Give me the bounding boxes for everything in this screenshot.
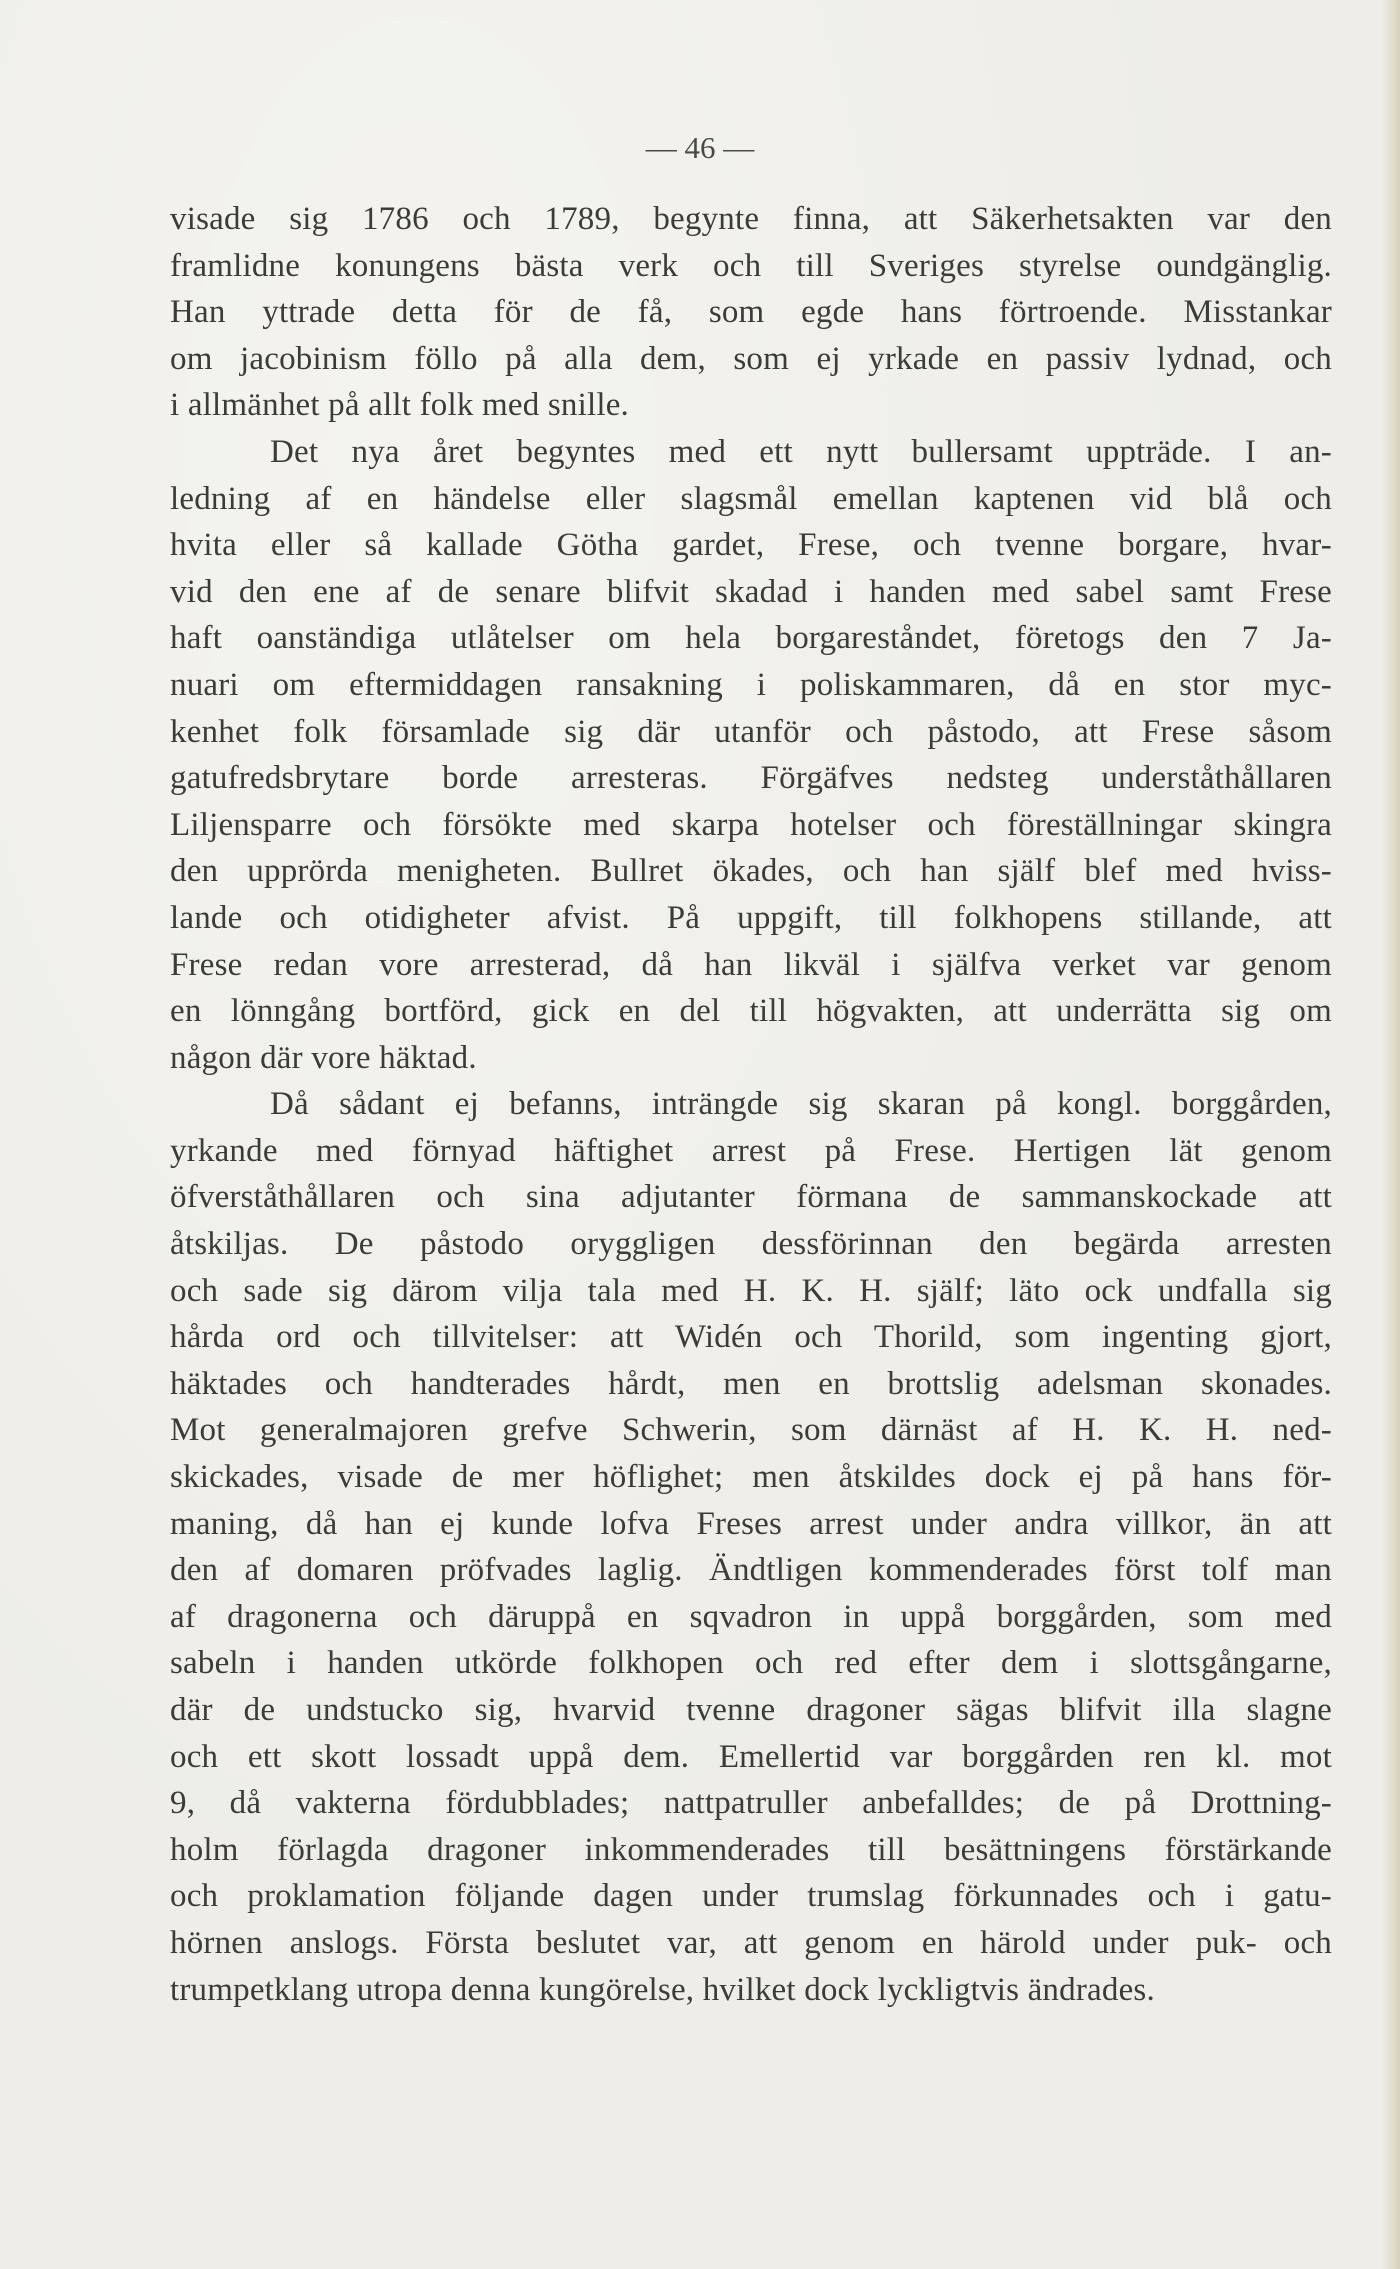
- text-line: af dragonerna och däruppå en sqvadron in uppå borggården, som med: [170, 1598, 1332, 1635]
- text-line: öfverståthållaren och sina adjutanter förmana de sammanskockade att: [170, 1179, 1332, 1216]
- text-line: sabeln i handen utkörde folkhopen och red efter dem i slottsgångarne,: [170, 1645, 1332, 1682]
- text-line: framlidne konungens bästa verk och till Sveriges styrelse oundgänglig.: [170, 247, 1332, 284]
- text-line: den upprörda menigheten. Bullret ökades, och han själf blef med hviss-: [170, 853, 1332, 890]
- text-line: gatufredsbrytare borde arresteras. Förgäfves nedsteg underståthållaren: [170, 760, 1332, 797]
- text-line: hvita eller så kallade Götha gardet, Frese, och tvenne borgare, hvar-: [170, 527, 1332, 564]
- text-line: holm förlagda dragoner inkommenderades till besättningens förstärkande: [170, 1831, 1332, 1868]
- text-line: den af domaren pröfvades laglig. Ändtligen kommenderades först tolf man: [170, 1552, 1332, 1589]
- text-line: maning, då han ej kunde lofva Freses arrest under andra villkor, än att: [170, 1505, 1332, 1542]
- text-line: Det nya året begyntes med ett nytt bullersamt uppträde. I an-: [270, 433, 1332, 470]
- text-line: Då sådant ej befanns, inträngde sig skaran på kongl. borggården,: [270, 1086, 1332, 1123]
- text-line: lande och otidigheter afvist. På uppgift, till folkhopens stillande, att: [170, 899, 1332, 936]
- page-number: — 46 —: [645, 130, 755, 165]
- text-line: trumpetklang utropa denna kungörelse, hvilket dock lyckligtvis ändrades.: [170, 1971, 1155, 2008]
- text-line: och sade sig därom vilja tala med H. K. H. själf; läto ock undfalla sig: [170, 1272, 1332, 1309]
- text-line: ledning af en händelse eller slagsmål emellan kaptenen vid blå och: [170, 480, 1332, 517]
- text-line: vid den ene af de senare blifvit skadad i handen med sabel samt Frese: [170, 573, 1332, 610]
- page-edge-shadow: [1382, 0, 1400, 2269]
- text-line: om jacobinism föllo på alla dem, som ej yrkade en passiv lydnad, och: [170, 340, 1332, 377]
- text-line: och proklamation följande dagen under trumslag förkunnades och i gatu-: [170, 1878, 1332, 1915]
- text-line: visade sig 1786 och 1789, begynte finna, att Säkerhetsakten var den: [170, 201, 1332, 237]
- text-line: skickades, visade de mer höflighet; men åtskildes dock ej på hans för-: [170, 1459, 1332, 1496]
- text-line: hårda ord och tillvitelser: att Widén och Thorild, som ingenting gjort,: [170, 1319, 1332, 1356]
- text-line: Frese redan vore arresterad, då han likväl i själfva verket var genom: [170, 946, 1332, 983]
- text-line: åtskiljas. De påstodo oryggligen dessförinnan den begärda arresten: [170, 1226, 1332, 1263]
- text-line: Liljensparre och försökte med skarpa hotelser och föreställningar skingra: [170, 806, 1332, 843]
- text-line: 9, då vakterna fördubblades; nattpatruller anbefalldes; de på Drottning-: [170, 1785, 1332, 1822]
- text-line: en lönngång bortförd, gick en del till högvakten, att underrätta sig om: [170, 993, 1332, 1030]
- text-line: hörnen anslogs. Första beslutet var, att genom en härold under puk- och: [170, 1924, 1332, 1961]
- text-line: någon där vore häktad.: [170, 1039, 477, 1076]
- text-line: Han yttrade detta för de få, som egde hans förtroende. Misstankar: [170, 294, 1332, 331]
- body-text: [170, 196, 1332, 2013]
- text-line: nuari om eftermiddagen ransakning i poliskammaren, då en stor myc-: [170, 666, 1332, 703]
- text-line: och ett skott lossadt uppå dem. Emellertid var borggården ren kl. mot: [170, 1738, 1332, 1775]
- text-line: där de undstucko sig, hvarvid tvenne dragoner sägas blifvit illa slagne: [170, 1692, 1332, 1728]
- text-line: häktades och handterades hårdt, men en brottslig adelsman skonades.: [170, 1365, 1332, 1402]
- text-line: Mot generalmajoren grefve Schwerin, som därnäst af H. K. H. ned-: [170, 1412, 1332, 1449]
- text-line: yrkande med förnyad häftighet arrest på Frese. Hertigen lät genom: [170, 1132, 1332, 1169]
- text-line: haft oanständiga utlåtelser om hela borgareståndet, företogs den 7 Ja-: [170, 620, 1332, 657]
- text-line: kenhet folk församlade sig där utanför och påstodo, att Frese såsom: [170, 713, 1332, 750]
- text-line: i allmänhet på allt folk med snille.: [170, 387, 630, 424]
